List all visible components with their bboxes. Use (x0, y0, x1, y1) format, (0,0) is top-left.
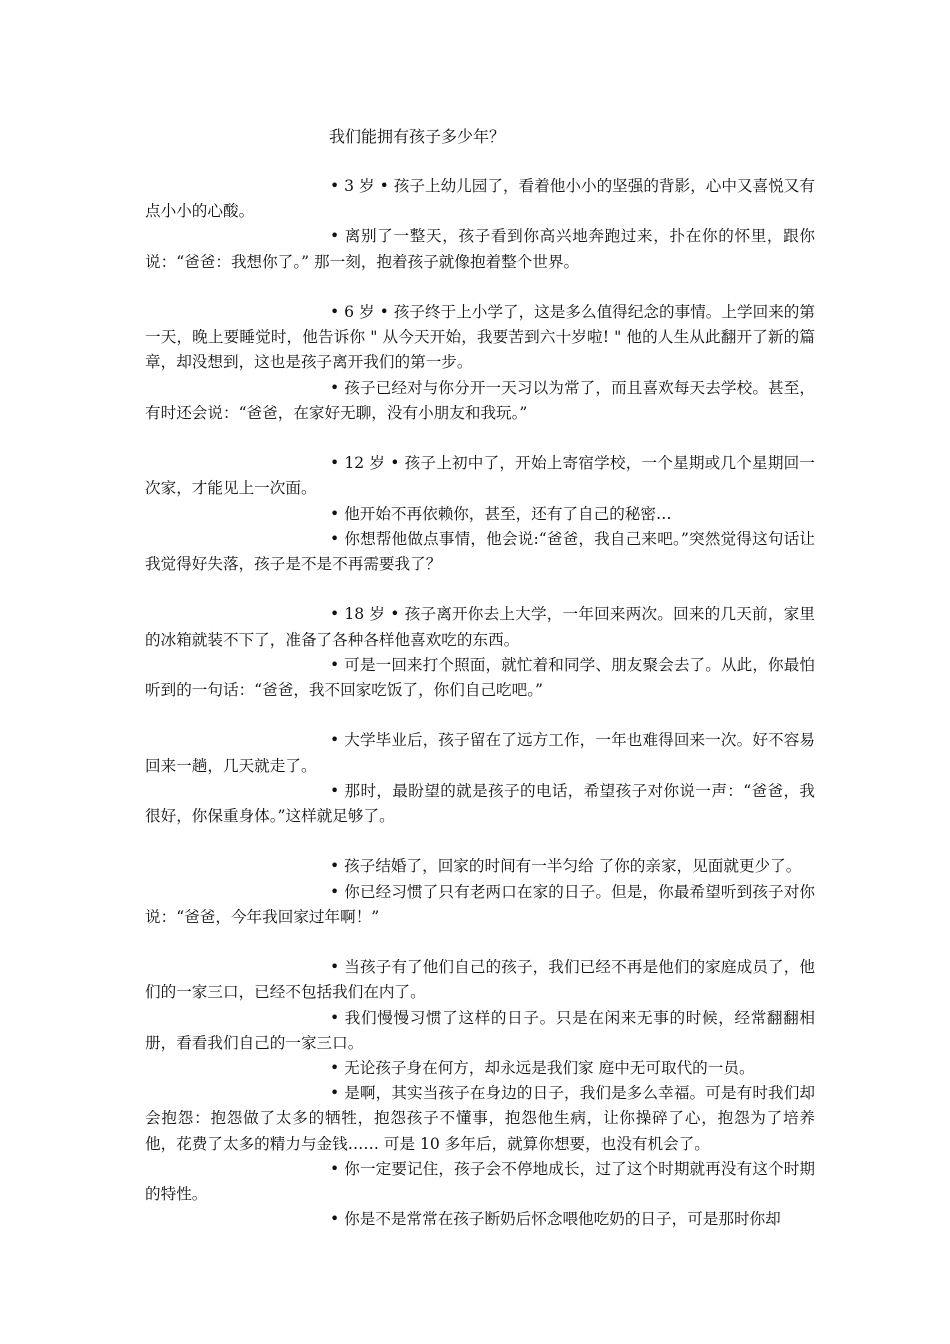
paragraph: • 18 岁 • 孩子离开你去上大学，一年回来两次。回来的几天前，家里的冰箱就装不下了，准备了各种各样他喜欢吃的东西。 (145, 605, 815, 649)
section-gap (145, 930, 815, 955)
paragraph: • 是啊，其实当孩子在身边的日子，我们是多么幸福。可是有时我们却会抱怨：抱怨做了太多的牺牲，抱怨孩子不懂事，抱怨他生病，让你操碎了心，抱怨为了培养他，花费了太多的精力与金钱…… 可是 10 多年后，就算你想要，也没有机会了。 (145, 1084, 815, 1153)
paragraph: • 他开始不再依赖你，甚至，还有了自己的秘密… (330, 504, 672, 523)
document-body (145, 174, 815, 1232)
paragraph: • 12 岁 • 孩子上初中了，开始上寄宿学校，一个星期或几个星期回一次家，才能见上一次面。 (145, 454, 815, 498)
paragraph: • 我们慢慢习惯了这样的日子。只是在闲来无事的时候，经常翻翻相册，看看我们自己的一家三口。 (145, 1008, 815, 1052)
paragraph: • 离别了一整天，孩子看到你高兴地奔跑过来，扑在你的怀里，跟你说：“爸爸：我想你了。” 那一刻，抱着孩子就像抱着整个世界。 (145, 227, 815, 271)
paragraph: • 可是一回来打个照面，就忙着和同学、朋友聚会去了。从此，你最怕听到的一句话：“爸爸，我不回家吃饭了，你们自己吃吧。” (145, 655, 815, 700)
paragraph: • 3 岁 • 孩子上幼儿园了，看着他小小的坚强的背影，心中又喜悦又有点小小的心酸。 (145, 177, 815, 221)
section-gap (145, 577, 815, 602)
section-gap (145, 829, 815, 854)
paragraph: • 你一定要记住，孩子会不停地成长，过了这个时期就再没有这个时期的特性。 (145, 1159, 815, 1204)
paragraph: • 你想帮他做点事情，他会说:“爸爸，我自己来吧。”突然觉得这句话让我觉得好失落，孩子是不是不再需要我了？ (145, 529, 815, 574)
section-gap (145, 275, 815, 300)
paragraph: • 6 岁 • 孩子终于上小学了，这是多么值得纪念的事情。上学回来的第一天，晚上要睡觉时，他告诉你 " 从今天开始，我要苦到六十岁啦! " 他的人生从此翻开了新的篇章，却没想到，这也是孩子离开我们的第一步。 (145, 303, 815, 372)
paragraph: • 无论孩子身在何方，却永远是我们家 庭中无可取代的一员。 (330, 1059, 755, 1078)
paragraph: • 你是不是常常在孩子断奶后怀念喂他吃奶的日子，可是那时你却 (330, 1210, 781, 1229)
document-title: 我们能拥有孩子多少年？ (329, 127, 506, 146)
paragraph: • 那时，最盼望的就是孩子的电话，希望孩子对你说一声：“爸爸，我很好，你保重身体。”这样就足够了。 (145, 781, 815, 826)
section-gap (145, 426, 815, 451)
paragraph: • 当孩子有了他们自己的孩子，我们已经不再是他们的家庭成员了，他们的一家三口，已经不包括我们在内了。 (145, 958, 815, 1002)
section-gap (145, 703, 815, 728)
paragraph: • 孩子已经对与你分开一天习以为常了，而且喜欢每天去学校。甚至，有时还会说：“爸爸，在家好无聊，没有小朋友和我玩。” (145, 378, 815, 422)
paragraph: • 大学毕业后，孩子留在了远方工作，一年也难得回来一次。好不容易回来一趟，几天就走了。 (145, 731, 815, 775)
paragraph: • 你已经习惯了只有老两口在家的日子。但是，你最希望听到孩子对你说：“爸爸，今年我回家过年啊！” (145, 882, 815, 926)
paragraph: • 孩子结婚了，回家的时间有一半匀给 了你的亲家，见面就更少了。 (330, 857, 802, 876)
